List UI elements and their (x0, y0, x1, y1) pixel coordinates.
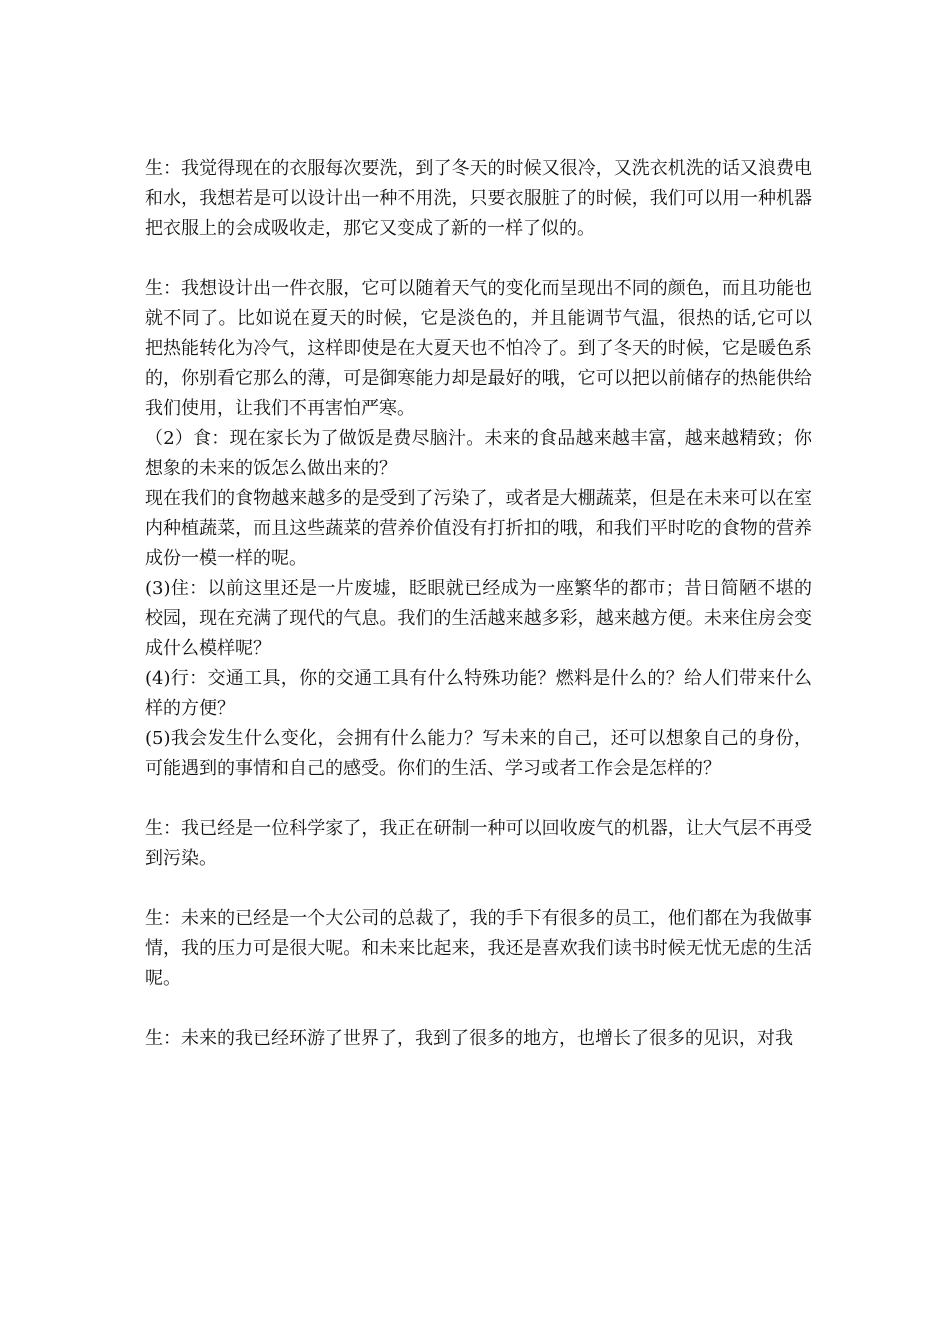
paragraph-self-prompt: (5)我会发生什么变化，会拥有什么能力？写未来的自己，还可以想象自己的身份，可能遇到的事情和自己的感受。你们的生活、学习或者工作会是怎样的？ (145, 728, 812, 779)
document-page (145, 154, 812, 1054)
paragraph-food-answer: 现在我们的食物越来越多的是受到了污染了，或者是大棚蔬菜，但是在未来可以在室内种植蔬菜，而且这些蔬菜的营养价值没有打折扣的哦，和我们平时吃的食物的营养成份一模一样的呢。 (145, 488, 812, 569)
paragraph-ceo: 生：未来的已经是一个大公司的总裁了，我的手下有很多的员工，他们都在为我做事情，我的压力可是很大呢。和未来比起来，我还是喜欢我们读书时候无忧无虑的生活呢。 (145, 908, 812, 989)
paragraph-gap (145, 244, 812, 274)
paragraph-food-prompt: （2）食：现在家长为了做饭是费尽脑汁。未来的食品越来越丰富，越来越精致；你想象的未来的饭怎么做出来的？ (145, 428, 812, 479)
paragraph-scientist: 生：我已经是一位科学家了，我正在研制一种可以回收废气的机器，让大气层不再受到污染。 (145, 818, 812, 869)
paragraph-housing-prompt: (3)住：以前这里还是一片废墟，眨眼就已经成为一座繁华的都市；昔日简陋不堪的校园，现在充满了现代的气息。我们的生活越来越多彩，越来越方便。未来住房会变成什么模样呢？ (145, 578, 812, 659)
paragraph-gap (145, 994, 812, 1024)
paragraph-clothing-color: 生：我想设计出一件衣服，它可以随着天气的变化而呈现出不同的颜色，而且功能也就不同了。比如说在夏天的时候，它是淡色的，并且能调节气温，很热的话,它可以把热能转化为冷气，这样即使是在大夏天也不怕冷了。到了冬天的时候，它是暖色系的，你别看它那么的薄，可是御寒能力却是最好的哦，它可以把以前储存的热能供给我们使用，让我们不再害怕严寒。 (145, 278, 812, 419)
paragraph-travel: 生：未来的我已经环游了世界了，我到了很多的地方，也增长了很多的见识，对我 (145, 1028, 793, 1049)
paragraph-gap (145, 874, 812, 904)
paragraph-transport-prompt: (4)行：交通工具，你的交通工具有什么特殊功能？燃料是什么的？给人们带来什么样的方便？ (145, 668, 812, 719)
paragraph-gap (145, 784, 812, 814)
paragraph-clothing-wash: 生：我觉得现在的衣服每次要洗，到了冬天的时候又很冷，又洗衣机洗的话又浪费电和水，我想若是可以设计出一种不用洗，只要衣服脏了的时候，我们可以用一种机器把衣服上的会成吸收走，那它又变成了新的一样了似的。 (145, 158, 812, 239)
